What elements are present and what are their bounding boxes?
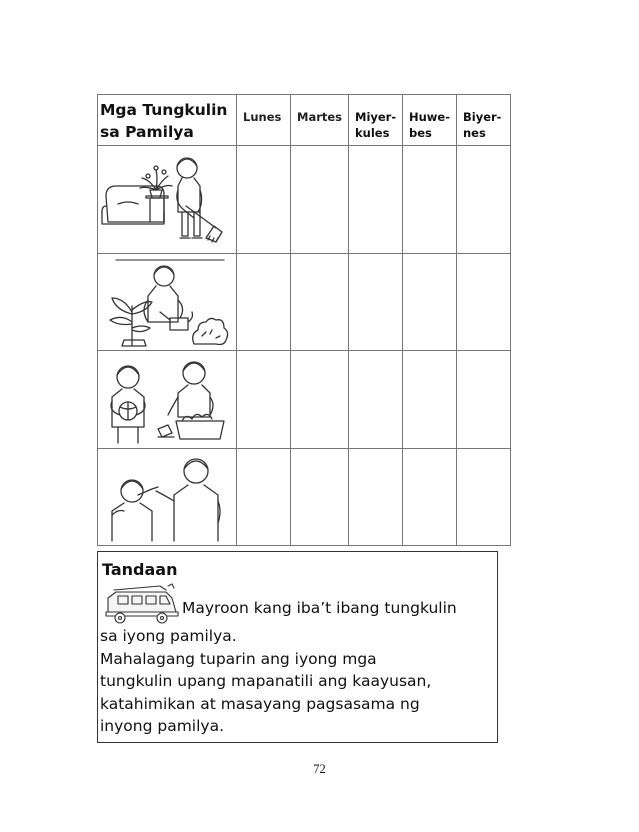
check-cell[interactable] [237, 449, 291, 546]
tandaan-line: sa iyong pamilya. [100, 627, 237, 645]
tandaan-title: Tandaan [102, 560, 178, 579]
jeepney-icon [104, 582, 180, 626]
table-row [98, 351, 511, 449]
day-header-huwebes [403, 95, 457, 146]
day-label: Biyer- [463, 110, 502, 124]
chore-column-header [98, 95, 237, 146]
day-header-lunes [237, 95, 291, 146]
day-label-cont: bes [409, 126, 432, 140]
boy-brushing-teeth-illustration [98, 449, 237, 545]
page-number: 72 [313, 762, 326, 776]
boy-watering-plants-illustration [98, 254, 237, 350]
chore-table [97, 94, 511, 546]
table-row [98, 254, 511, 351]
check-cell[interactable] [349, 351, 403, 449]
day-label: Huwe- [409, 110, 451, 124]
day-label: Miyer- [355, 110, 397, 124]
table-row [98, 449, 511, 546]
check-cell[interactable] [291, 254, 349, 351]
check-cell[interactable] [291, 351, 349, 449]
chore-illustration-cell [98, 351, 237, 449]
check-cell[interactable] [457, 254, 511, 351]
check-cell[interactable] [403, 146, 457, 254]
chore-illustration-cell [98, 146, 237, 254]
day-label-cont: kules [355, 126, 390, 140]
check-cell[interactable] [237, 254, 291, 351]
day-label: Martes [297, 110, 343, 124]
tandaan-line: katahimikan at masayang pagsasama ng [100, 694, 420, 713]
check-cell[interactable] [349, 146, 403, 254]
tandaan-body [100, 625, 492, 738]
check-cell[interactable] [457, 146, 511, 254]
tandaan-box [97, 551, 498, 743]
tandaan-line: Mahalagang tuparin ang iyong mga [100, 649, 377, 668]
tandaan-line: tungkulin upang mapanatili ang kaayusan, [100, 672, 432, 690]
chore-illustration-cell [98, 254, 237, 351]
check-cell[interactable] [349, 449, 403, 546]
boys-tidying-toys-illustration [98, 351, 237, 448]
check-cell[interactable] [237, 351, 291, 449]
check-cell[interactable] [403, 351, 457, 449]
day-header-miyerkules [349, 95, 403, 146]
day-header-martes [291, 95, 349, 146]
boy-sweeping-floor-illustration [98, 146, 237, 253]
check-cell[interactable] [291, 146, 349, 254]
check-cell[interactable] [403, 449, 457, 546]
table-row [98, 146, 511, 254]
day-label: Lunes [243, 110, 282, 124]
day-label-cont: nes [463, 126, 486, 140]
table-header-row [98, 95, 511, 146]
check-cell[interactable] [291, 449, 349, 546]
tandaan-first-line: Mayroon kang iba’t ibang tungkulin [182, 599, 457, 617]
check-cell[interactable] [349, 254, 403, 351]
chore-illustration-cell [98, 449, 237, 546]
tandaan-line: inyong pamilya. [100, 717, 225, 735]
check-cell[interactable] [457, 449, 511, 546]
check-cell[interactable] [403, 254, 457, 351]
header-line-1: Mga Tungkulin [100, 101, 228, 119]
header-line-2: sa Pamilya [100, 123, 194, 141]
check-cell[interactable] [237, 146, 291, 254]
check-cell[interactable] [457, 351, 511, 449]
day-header-biyernes [457, 95, 511, 146]
